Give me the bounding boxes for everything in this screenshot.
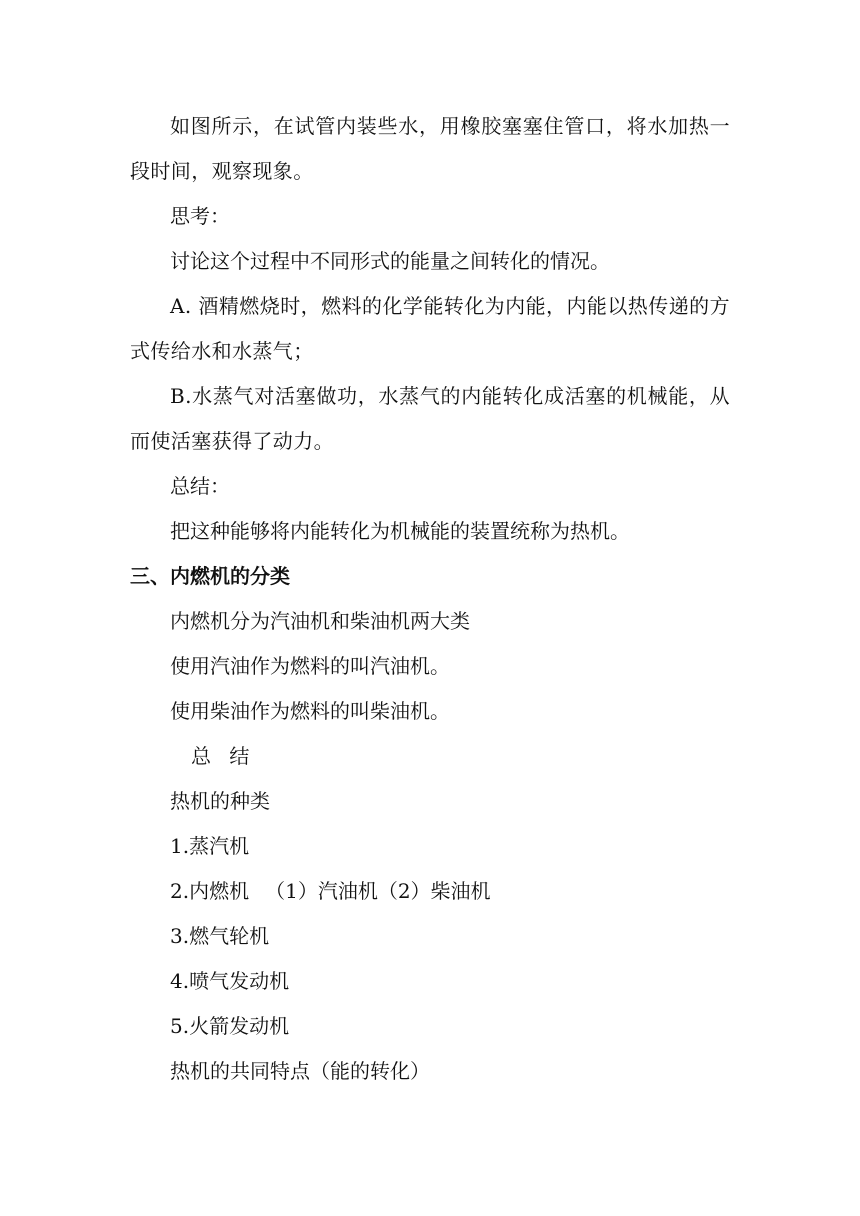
- diesel-engine-line: 使用柴油作为燃料的叫柴油机。: [170, 699, 450, 723]
- list-item: [130, 869, 730, 914]
- point-b: B.水蒸气对活塞做功，水蒸气的内能转化成活塞的机械能，从而使活塞获得了动力。: [130, 384, 730, 453]
- list-item: 4.喷气发动机: [170, 969, 290, 993]
- list-item-main: 2.内燃机: [170, 879, 250, 903]
- gasoline-engine-line: 使用汽油作为燃料的叫汽油机。: [170, 654, 450, 678]
- list-item: 3.燃气轮机: [170, 924, 270, 948]
- conclusion-title: 总 结: [191, 744, 256, 768]
- engine-classes-line: 内燃机分为汽油机和柴油机两大类: [170, 609, 470, 633]
- think-label: 思考：: [170, 204, 230, 228]
- section-heading: 三、内燃机的分类: [130, 564, 290, 588]
- point-a: A. 酒精燃烧时，燃料的化学能转化为内能，内能以热传递的方式传给水和水蒸气；: [130, 294, 730, 363]
- discussion-text: 讨论这个过程中不同形式的能量之间转化的情况。: [170, 249, 610, 273]
- summary-text: 把这种能够将内能转化为机械能的装置统称为热机。: [170, 519, 630, 543]
- summary-label: 总结：: [170, 474, 230, 498]
- common-feature-line: 热机的共同特点（能的转化）: [170, 1059, 430, 1083]
- list-item-sub: （1）汽油机（2）柴油机: [265, 879, 491, 903]
- types-label: 热机的种类: [170, 789, 270, 813]
- experiment-paragraph: 如图所示，在试管内装些水，用橡胶塞塞住管口，将水加热一段时间，观察现象。: [130, 114, 730, 183]
- list-item: 1.蒸汽机: [170, 834, 250, 858]
- list-item: 5.火箭发动机: [170, 1014, 290, 1038]
